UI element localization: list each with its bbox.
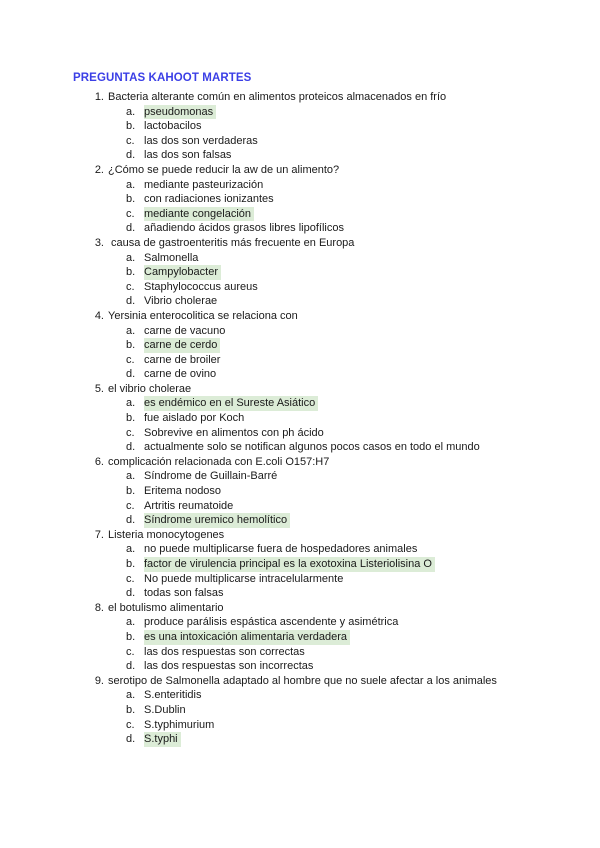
option-text: pseudomonas <box>144 105 216 120</box>
option-text: no puede multiplicarse fuera de hospedadores animales <box>144 543 418 556</box>
option-letter: b. <box>126 193 136 206</box>
answer-option <box>0 148 600 163</box>
option-text: Artritis reumatoide <box>144 499 234 512</box>
option-text: factor de virulencia principal es la exotoxina Listeriolisina O <box>144 557 435 572</box>
document-title: PREGUNTAS KAHOOT MARTES <box>73 72 252 84</box>
option-text: es endémico en el Sureste Asiático <box>144 396 318 411</box>
option-text: produce parálisis espástica ascendente y asimétrica <box>144 616 399 629</box>
option-letter: d. <box>126 660 136 673</box>
option-text: Staphylococcus aureus <box>144 280 258 293</box>
answer-option <box>0 221 600 236</box>
option-letter: a. <box>126 178 136 191</box>
question-line <box>0 382 600 397</box>
answer-option-correct <box>0 207 600 222</box>
option-letter: c. <box>126 280 135 293</box>
question-line <box>0 528 600 543</box>
question-text: el botulismo alimentario <box>108 601 224 614</box>
question-item <box>0 382 600 455</box>
question-text: Listeria monocytogenes <box>108 528 225 541</box>
option-letter: a. <box>126 105 136 118</box>
question-line <box>0 163 600 178</box>
answer-option <box>0 178 600 193</box>
answer-option <box>0 294 600 309</box>
question-item <box>0 674 600 747</box>
option-text: carne de ovino <box>144 368 217 381</box>
question-number: 8. <box>94 601 104 614</box>
answer-option <box>0 367 600 382</box>
answer-option-correct <box>0 265 600 280</box>
option-text: añadiendo ácidos grasos libres lipofílicos <box>144 222 344 235</box>
option-letter: d. <box>126 149 136 162</box>
option-letter: b. <box>126 120 136 133</box>
option-text: Vibrio cholerae <box>144 295 218 308</box>
option-text: es una intoxicación alimentaria verdadera <box>144 630 350 645</box>
question-item <box>0 455 600 528</box>
option-text: las dos son falsas <box>144 149 232 162</box>
option-text: S.Dublin <box>144 703 186 716</box>
question-line <box>0 601 600 616</box>
option-letter: c. <box>126 718 135 731</box>
answer-option-correct <box>0 630 600 645</box>
answer-option <box>0 484 600 499</box>
option-letter: d. <box>126 222 136 235</box>
option-letter: d. <box>126 587 136 600</box>
option-letter: d. <box>126 514 136 527</box>
question-text: Yersinia enterocolitica se relaciona con <box>108 309 298 322</box>
question-text: causa de gastroenteritis más frecuente en Europa <box>108 236 355 249</box>
option-text: Campylobacter <box>144 265 221 280</box>
option-text: carne de vacuno <box>144 324 226 337</box>
answer-option <box>0 251 600 266</box>
question-number: 2. <box>94 163 104 176</box>
answer-option-correct <box>0 732 600 747</box>
option-letter: c. <box>126 353 135 366</box>
option-text: todas son falsas <box>144 587 224 600</box>
answer-option <box>0 324 600 339</box>
option-letter: a. <box>126 470 136 483</box>
option-text: mediante pasteurización <box>144 178 264 191</box>
answer-option <box>0 586 600 601</box>
answer-option <box>0 542 600 557</box>
answer-option <box>0 411 600 426</box>
option-letter: d. <box>126 295 136 308</box>
answer-option <box>0 499 600 514</box>
option-letter: c. <box>126 426 135 439</box>
question-item <box>0 528 600 601</box>
answer-option <box>0 688 600 703</box>
option-letter: d. <box>126 733 136 746</box>
answer-option <box>0 426 600 441</box>
option-letter: a. <box>126 251 136 264</box>
answer-option <box>0 119 600 134</box>
question-item <box>0 309 600 382</box>
option-letter: b. <box>126 339 136 352</box>
question-text: el vibrio cholerae <box>108 382 192 395</box>
option-letter: c. <box>126 134 135 147</box>
answer-option <box>0 645 600 660</box>
question-line <box>0 309 600 324</box>
option-text: S.typhi <box>144 732 181 747</box>
option-text: Síndrome de Guillain-Barré <box>144 470 278 483</box>
option-text: Eritema nodoso <box>144 485 222 498</box>
question-line <box>0 90 600 105</box>
option-letter: a. <box>126 397 136 410</box>
answer-option <box>0 469 600 484</box>
question-number: 7. <box>94 528 104 541</box>
option-text: las dos respuestas son correctas <box>144 645 305 658</box>
option-text: lactobacilos <box>144 120 202 133</box>
question-line <box>0 455 600 470</box>
option-letter: b. <box>126 558 136 570</box>
option-text: S.typhimurium <box>144 718 215 731</box>
option-letter: b. <box>126 266 136 279</box>
answer-option-correct <box>0 338 600 353</box>
question-number: 1. <box>94 91 104 103</box>
option-text: fue aislado por Koch <box>144 412 245 425</box>
option-text: carne de cerdo <box>144 338 220 353</box>
answer-option-correct <box>0 105 600 120</box>
answer-option <box>0 718 600 733</box>
question-number: 3. <box>94 236 104 249</box>
question-item <box>0 601 600 674</box>
question-number: 5. <box>94 382 104 395</box>
answer-option <box>0 134 600 149</box>
option-text: mediante congelación <box>144 207 254 222</box>
answer-option-correct <box>0 513 600 528</box>
question-text: Bacteria alterante común en alimentos proteicos almacenados en frío <box>108 91 447 103</box>
option-text: Salmonella <box>144 251 199 264</box>
option-text: S.enteritidis <box>144 689 202 702</box>
answer-option <box>0 192 600 207</box>
option-letter: c. <box>126 645 135 658</box>
answer-option <box>0 659 600 674</box>
answer-option-correct <box>0 557 600 572</box>
answer-option-correct <box>0 396 600 411</box>
option-text: Síndrome uremico hemolítico <box>144 513 290 528</box>
option-letter: a. <box>126 616 136 629</box>
option-letter: c. <box>126 499 135 512</box>
option-letter: b. <box>126 703 136 716</box>
answer-option <box>0 572 600 587</box>
option-letter: b. <box>126 630 136 643</box>
question-item <box>0 163 600 236</box>
question-list <box>0 90 600 747</box>
option-letter: a. <box>126 689 136 702</box>
question-line <box>0 674 600 689</box>
question-text: ¿Cómo se puede reducir la aw de un alimento? <box>108 163 340 176</box>
question-item <box>0 236 600 309</box>
option-letter: c. <box>126 572 135 585</box>
question-number: 9. <box>94 674 104 687</box>
answer-option <box>0 703 600 718</box>
answer-option <box>0 280 600 295</box>
option-text: Sobrevive en alimentos con ph ácido <box>144 426 324 439</box>
answer-option <box>0 440 600 455</box>
option-letter: c. <box>126 207 135 220</box>
option-text: las dos son verdaderas <box>144 134 258 147</box>
option-text: No puede multiplicarse intracelularmente <box>144 572 344 585</box>
option-text: con radiaciones ionizantes <box>144 193 274 206</box>
option-letter: b. <box>126 485 136 498</box>
question-text: complicación relacionada con E.coli O157:H7 <box>108 455 330 468</box>
option-letter: b. <box>126 412 136 425</box>
answer-option <box>0 353 600 368</box>
option-letter: d. <box>126 441 136 454</box>
option-text: carne de broiler <box>144 353 221 366</box>
question-text: serotipo de Salmonella adaptado al hombre que no suele afectar a los animales <box>108 674 497 687</box>
option-letter: a. <box>126 324 136 337</box>
question-line <box>0 236 600 251</box>
option-text: actualmente solo se notifican algunos pocos casos en todo el mundo <box>144 441 480 454</box>
option-letter: a. <box>126 543 136 556</box>
option-letter: d. <box>126 368 136 381</box>
option-text: las dos respuestas son incorrectas <box>144 660 314 673</box>
question-item <box>0 90 600 163</box>
answer-option <box>0 615 600 630</box>
question-number: 4. <box>94 309 104 322</box>
question-number: 6. <box>94 455 104 468</box>
